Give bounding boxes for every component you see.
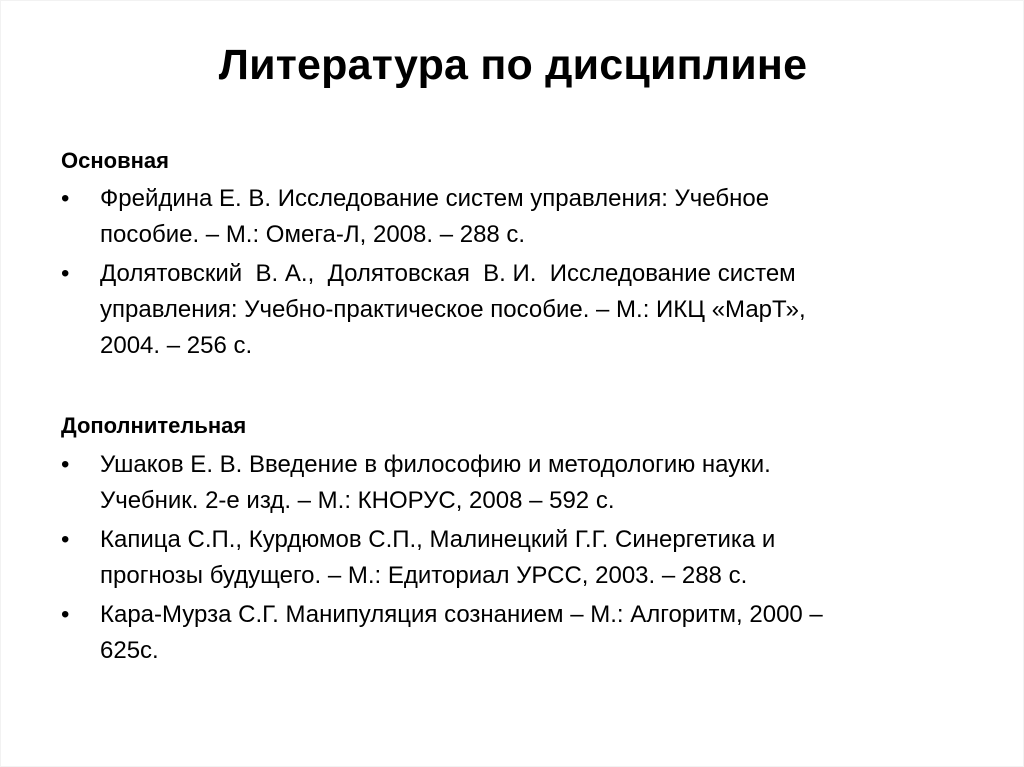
- bullet-icon: •: [61, 185, 70, 212]
- bibliography-line: Фрейдина Е. В. Исследование систем управления: Учебное: [100, 185, 770, 212]
- bibliography-item: [61, 256, 971, 364]
- bibliography-line: 2004. – 256 с.: [100, 332, 253, 359]
- bibliography-item: [61, 181, 971, 253]
- bibliography-line: пособие. – М.: Омега-Л, 2008. – 288 с.: [100, 221, 526, 248]
- bibliography-item: [61, 597, 971, 669]
- section-heading-additional: Дополнительная: [61, 413, 247, 438]
- bibliography-line: Долятовский В. А., Долятовская В. И. Исследование систем: [100, 260, 796, 287]
- bibliography-line: Ушаков Е. В. Введение в философию и методологию науки.: [100, 451, 771, 478]
- slide-title: Литература по дисциплине: [218, 41, 808, 89]
- bibliography-line: Учебник. 2-е изд. – М.: КНОРУС, 2008 – 592 с.: [100, 487, 615, 514]
- bibliography-item: [61, 522, 971, 594]
- bibliography-line: 625с.: [100, 637, 159, 664]
- bibliography-item: [61, 447, 971, 519]
- section-heading-main: Основная: [61, 148, 169, 173]
- bullet-icon: •: [61, 451, 70, 478]
- bullet-icon: •: [61, 260, 70, 287]
- bullet-icon: •: [61, 526, 70, 553]
- bibliography-line: Капица С.П., Курдюмов С.П., Малинецкий Г.Г. Синергетика и: [100, 526, 776, 553]
- bibliography-line: прогнозы будущего. – М.: Едиториал УРСС, 2003. – 288 с.: [100, 562, 748, 589]
- bibliography-list-main: [61, 181, 971, 367]
- bullet-icon: •: [61, 601, 70, 628]
- bibliography-line: управления: Учебно-практическое пособие. – М.: ИКЦ «МарТ»,: [100, 296, 806, 323]
- bibliography-line: Кара-Мурза С.Г. Манипуляция сознанием – М.: Алгоритм, 2000 –: [100, 601, 823, 628]
- bibliography-list-additional: [61, 447, 971, 672]
